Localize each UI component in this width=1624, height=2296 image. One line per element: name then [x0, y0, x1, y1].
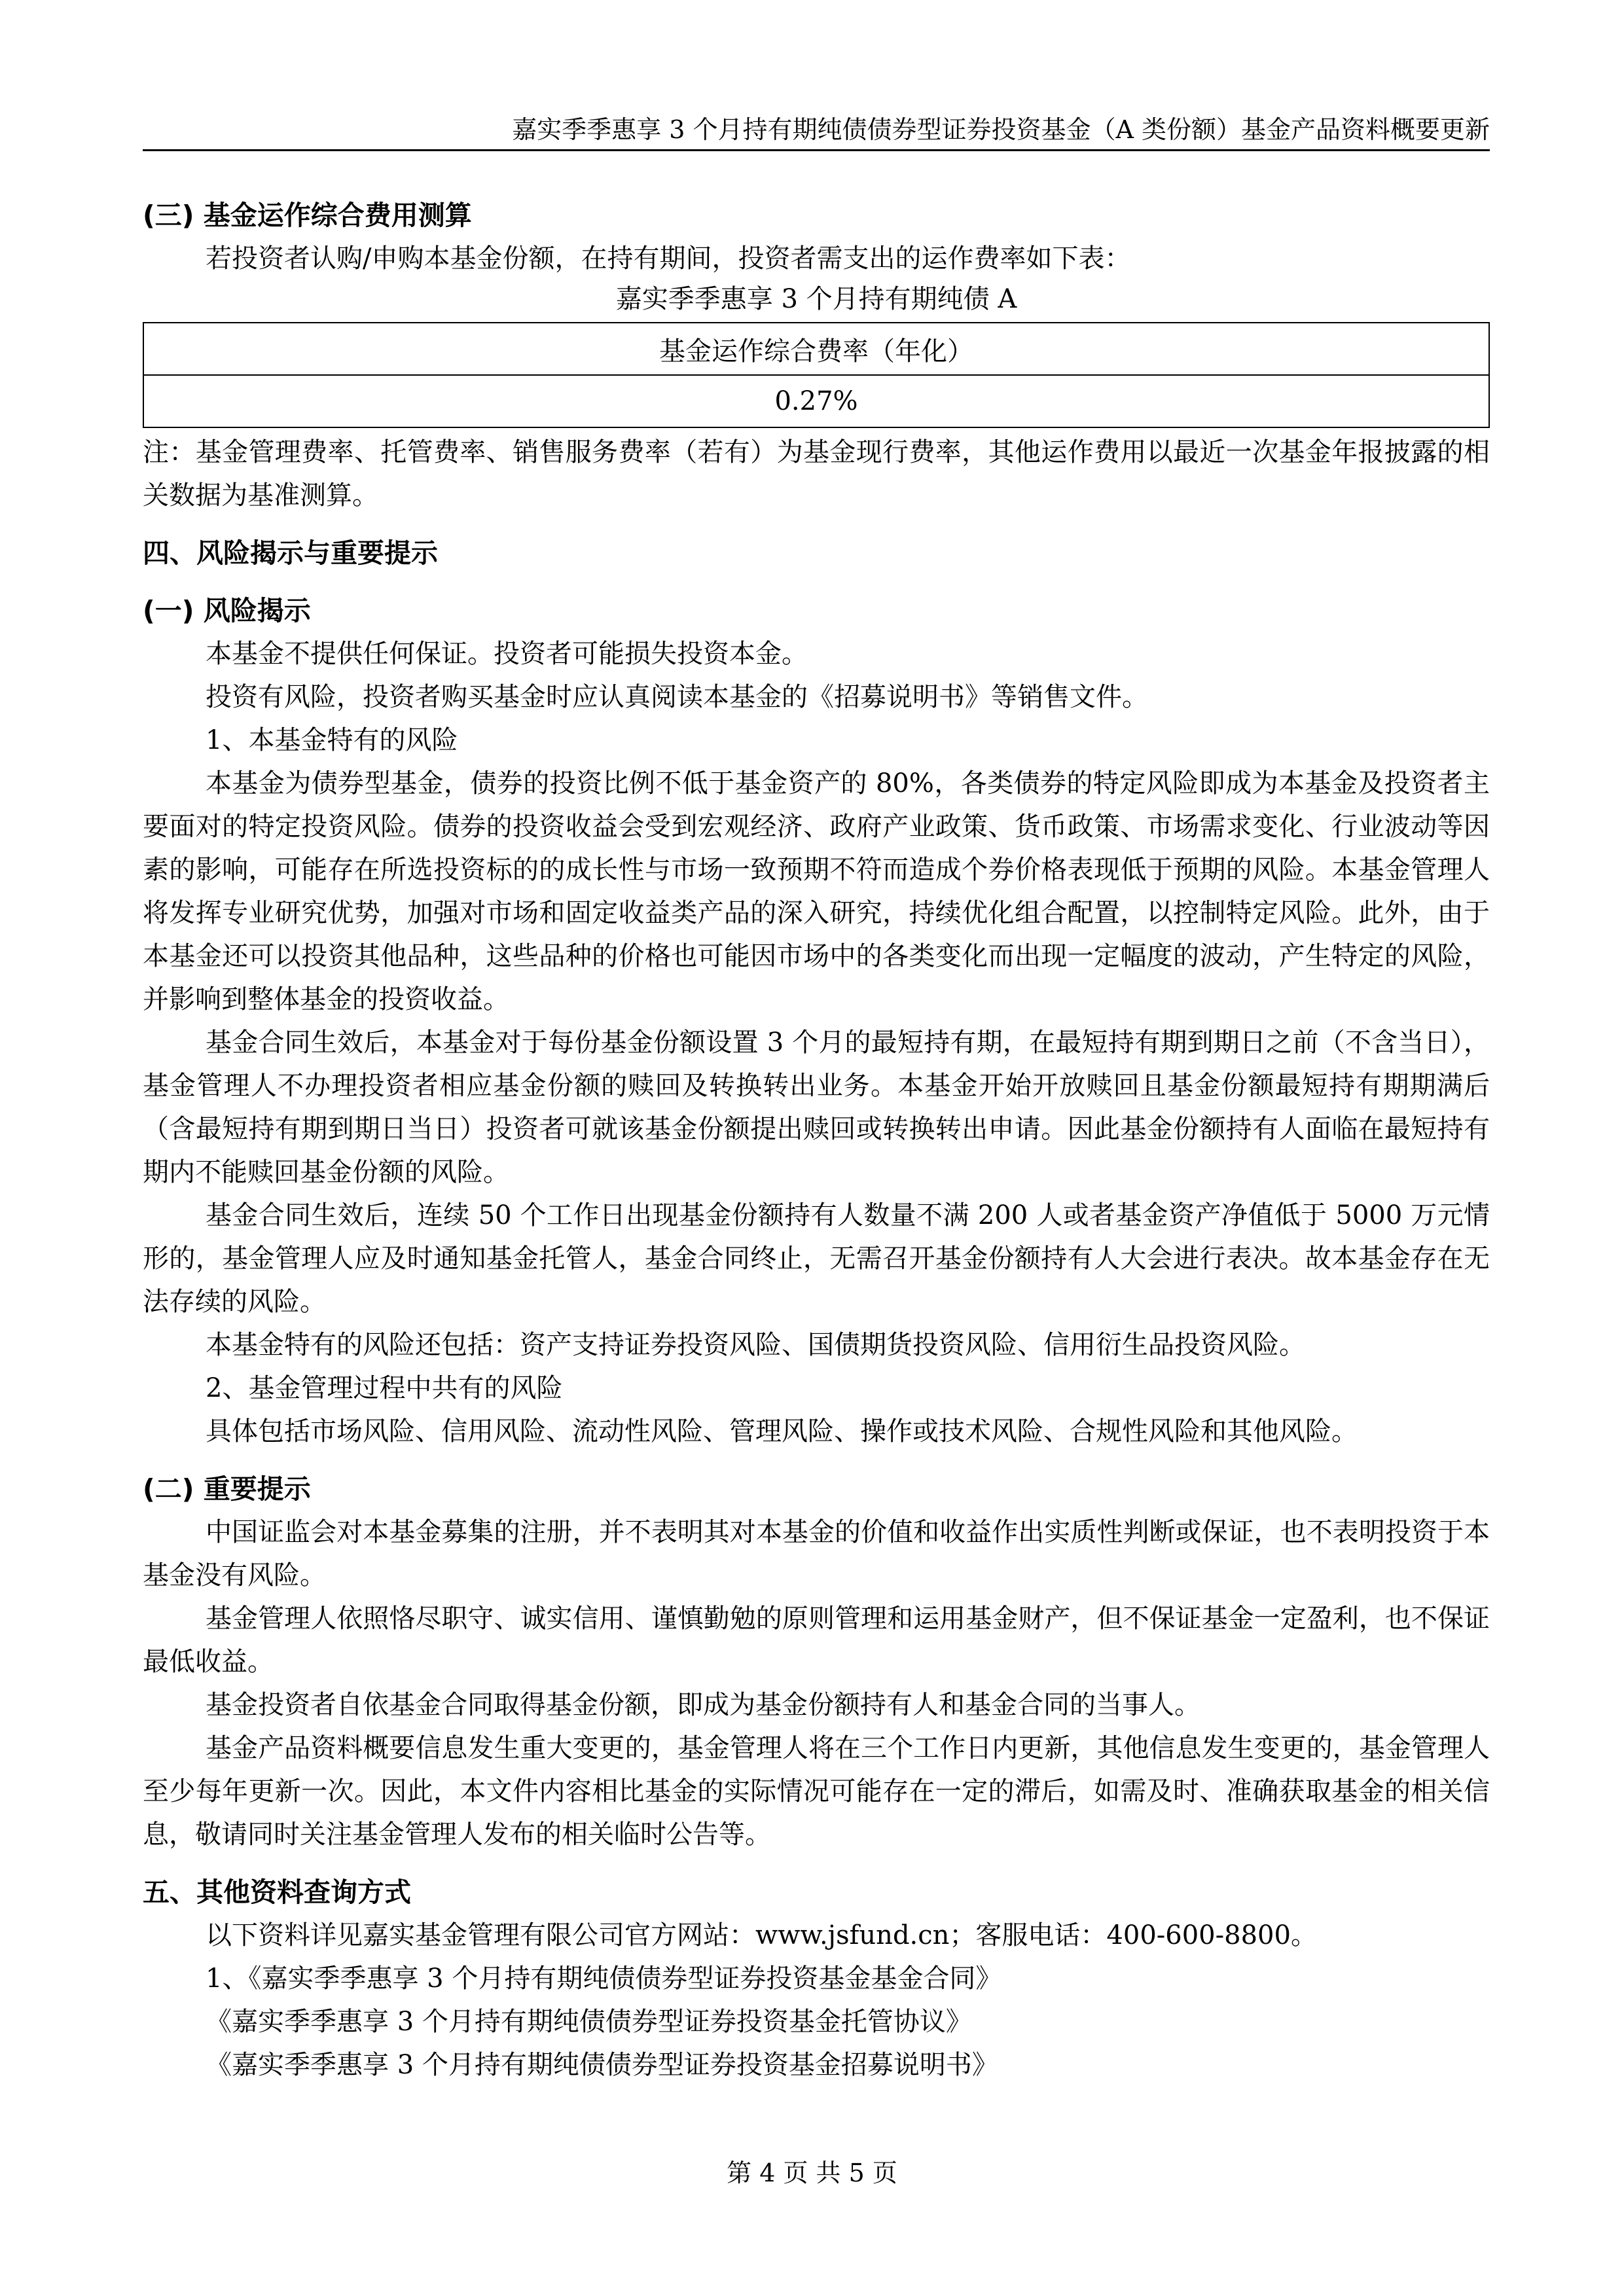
risk-subheading: 2、基金管理过程中共有的风险: [206, 1373, 563, 1403]
risk-subheading: 1、本基金特有的风险: [206, 725, 458, 755]
risk-paragraph: 具体包括市场风险、信用风险、流动性风险、管理风险、操作或技术风险、合规性风险和其他风险。: [206, 1416, 1358, 1446]
notice-heading: (二) 重要提示: [143, 1473, 311, 1505]
risk-paragraph: 本基金特有的风险还包括：资产支持证券投资风险、国债期货投资风险、信用衍生品投资风险。: [206, 1330, 1305, 1360]
fee-note: 注：基金管理费率、托管费率、销售服务费率（若有）为基金现行费率，其他运作费用以最近一次基金年报披露的相关数据为基准测算。: [143, 437, 1490, 511]
section5-heading: 五、其他资料查询方式: [143, 1876, 411, 1908]
document-list-item: 《嘉实季季惠享 3 个月持有期纯债债券型证券投资基金招募说明书》: [206, 2050, 998, 2080]
fee-table: [143, 322, 1490, 428]
document-body: [143, 194, 1490, 2087]
section3-intro: 若投资者认购/申购本基金份额，在持有期间，投资者需支出的运作费率如下表：: [206, 243, 1131, 274]
risk-paragraph: 基金合同生效后，本基金对于每份基金份额设置 3 个月的最短持有期，在最短持有期到期日之前（不含当日），基金管理人不办理投资者相应基金份额的赎回及转换转出业务。本基金开始开放赎回且基金份额最短持有期期满后（含最短持有期到期日当日）投资者可就该基金份额提出赎回或转换转出申请。因此基金份额持有人面临在最短持有期内不能赎回基金份额的风险。: [143, 1028, 1490, 1187]
fee-table-caption: 嘉实季季惠享 3 个月持有期纯债 A: [615, 284, 1017, 314]
fee-table-value: 0.27%: [143, 375, 1489, 427]
section5-intro: 以下资料详见嘉实基金管理有限公司官方网站：www.jsfund.cn；客服电话：400-600-8800。: [206, 1920, 1317, 1950]
fee-table-header: 基金运作综合费率（年化）: [143, 323, 1489, 375]
header-divider: [143, 149, 1490, 151]
section4-heading: 四、风险揭示与重要提示: [143, 537, 438, 569]
risk-paragraph: 本基金为债券型基金，债券的投资比例不低于基金资产的 80%，各类债券的特定风险即成为本基金及投资者主要面对的特定投资风险。债券的投资收益会受到宏观经济、政府产业政策、货币政策、市场需求变化、行业波动等因素的影响，可能存在所选投资标的的成长性与市场一致预期不符而造成个券价格表现低于预期的风险。本基金管理人将发挥专业研究优势，加强对市场和固定收益类产品的深入研究，持续优化组合配置，以控制特定风险。此外，由于本基金还可以投资其他品种，这些品种的价格也可能因市场中的各类变化而出现一定幅度的波动，产生特定的风险，并影响到整体基金的投资收益。: [143, 768, 1490, 1014]
risk-paragraph: 投资有风险，投资者购买基金时应认真阅读本基金的《招募说明书》等销售文件。: [206, 682, 1148, 712]
notice-paragraph: 基金管理人依照恪尽职守、诚实信用、谨慎勤勉的原则管理和运用基金财产，但不保证基金一定盈利，也不保证最低收益。: [143, 1604, 1490, 1677]
section3-heading: (三) 基金运作综合费用测算: [143, 200, 472, 231]
page-header: 嘉实季季惠享 3 个月持有期纯债债券型证券投资基金（A 类份额）基金产品资料概要更新: [512, 115, 1490, 144]
page-number: 第 4 页 共 5 页: [727, 2159, 897, 2187]
notice-paragraph: 基金投资者自依基金合同取得基金份额，即成为基金份额持有人和基金合同的当事人。: [206, 1690, 1200, 1720]
risk-heading: (一) 风险揭示: [143, 595, 311, 626]
risk-paragraph: 本基金不提供任何保证。投资者可能损失投资本金。: [206, 639, 808, 669]
notice-paragraph: 中国证监会对本基金募集的注册，并不表明其对本基金的价值和收益作出实质性判断或保证，也不表明投资于本基金没有风险。: [143, 1517, 1490, 1590]
document-list-item: 《嘉实季季惠享 3 个月持有期纯债债券型证券投资基金托管协议》: [206, 2007, 972, 2037]
notice-paragraph: 基金产品资料概要信息发生重大变更的，基金管理人将在三个工作日内更新，其他信息发生变更的，基金管理人至少每年更新一次。因此，本文件内容相比基金的实际情况可能存在一定的滞后，如需及时、准确获取基金的相关信息，敬请同时关注基金管理人发布的相关临时公告等。: [143, 1733, 1490, 1850]
risk-paragraph: 基金合同生效后，连续 50 个工作日出现基金份额持有人数量不满 200 人或者基金资产净值低于 5000 万元情形的，基金管理人应及时通知基金托管人，基金合同终止，无需召开基金份额持有人大会进行表决。故本基金存在无法存续的风险。: [143, 1200, 1490, 1317]
document-list-item: 1、《嘉实季季惠享 3 个月持有期纯债债券型证券投资基金基金合同》: [206, 1964, 1002, 1994]
